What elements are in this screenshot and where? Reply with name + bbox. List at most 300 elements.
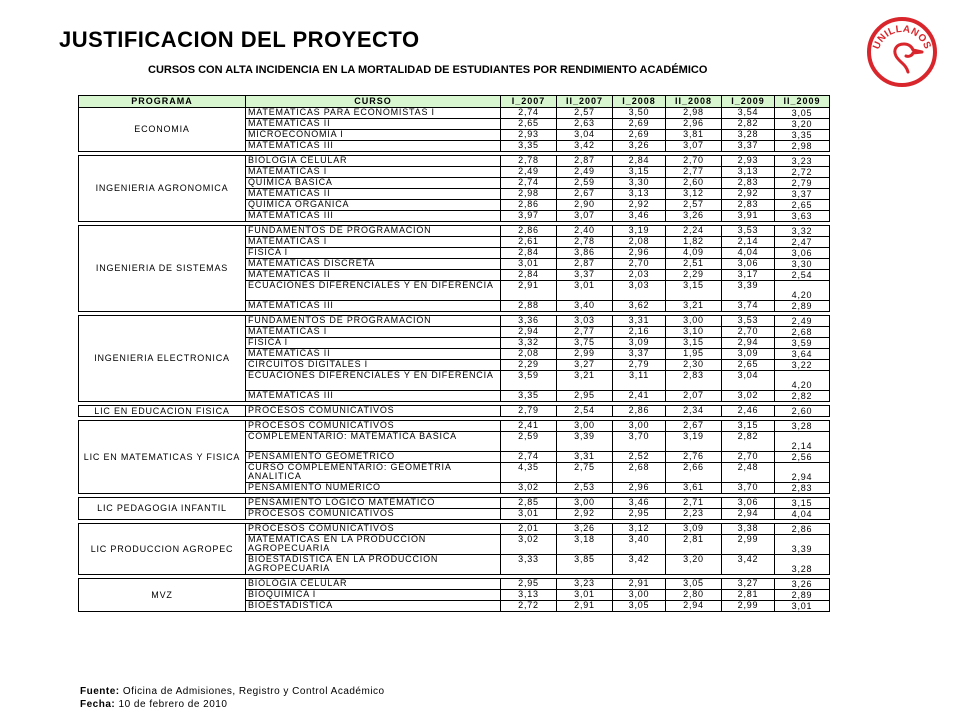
grade-cell: 2,51 (666, 259, 722, 270)
grade-cell: 3,10 (666, 327, 722, 338)
grade-cell: 2,77 (557, 327, 613, 338)
grade-cell: 2,86 (613, 406, 666, 417)
grade-cell: 2,67 (666, 421, 722, 432)
course-name: PROCESOS COMUNICATIVOS (246, 524, 501, 535)
grade-cell: 3,20 (775, 119, 830, 130)
footer-source-text: Oficina de Admisiones, Registro y Control Académico (122, 686, 385, 697)
grade-cell: 2,92 (613, 200, 666, 211)
grade-cell: 2,74 (501, 178, 557, 189)
grade-cell: 2,03 (613, 270, 666, 281)
grade-cell: 3,15 (666, 338, 722, 349)
footer-date-text: 10 de febrero de 2010 (118, 699, 228, 710)
grade-cell: 2,81 (666, 535, 722, 555)
grade-cell: 2,88 (501, 301, 557, 312)
grade-cell: 3,02 (501, 535, 557, 555)
program-name: INGENIERIA ELECTRONICA (79, 316, 246, 402)
grade-cell: 2,93 (501, 130, 557, 141)
grade-cell: 2,89 (775, 590, 830, 601)
course-name: QUIMICA BASICA (246, 178, 501, 189)
grade-cell: 3,13 (613, 189, 666, 200)
footer-date-label: Fecha: (80, 699, 116, 710)
grade-cell: 3,26 (557, 524, 613, 535)
course-name: PENSAMIENTO NUMERICO (246, 483, 501, 494)
grade-cell: 2,34 (666, 406, 722, 417)
course-name: MATEMATICAS EN LA PRODUCCION AGROPECUARIA (246, 535, 501, 555)
program-name: LIC PEDAGOGIA INFANTIL (79, 498, 246, 520)
course-name: MATEMATICAS II (246, 349, 501, 360)
course-name: MATEMATICAS III (246, 301, 501, 312)
grade-cell: 3,15 (666, 281, 722, 301)
grade-cell: 3,01 (775, 601, 830, 612)
grade-cell: 3,15 (775, 498, 830, 509)
page-title: JUSTIFICACION DEL PROYECTO (59, 27, 420, 52)
grade-cell: 2,08 (501, 349, 557, 360)
grade-cell: 2,96 (666, 119, 722, 130)
grade-cell: 3,40 (557, 301, 613, 312)
grade-cell: 2,08 (613, 237, 666, 248)
grade-cell: 2,69 (613, 130, 666, 141)
grade-cell: 3,12 (666, 189, 722, 200)
grade-cell: 3,19 (666, 432, 722, 452)
grade-cell: 2,07 (666, 391, 722, 402)
grade-cell: 2,91 (557, 601, 613, 612)
course-name: ECUACIONES DIFERENCIALES Y EN DIFERENCIA (246, 371, 501, 391)
grade-cell: 3,75 (557, 338, 613, 349)
program-name: LIC EN MATEMATICAS Y FISICA (79, 421, 246, 494)
grade-cell: 2,82 (775, 391, 830, 402)
grade-cell: 3,09 (722, 349, 775, 360)
grade-cell: 2,95 (501, 579, 557, 590)
table-row (79, 524, 830, 535)
grade-cell: 3,13 (722, 167, 775, 178)
grade-cell: 2,14 (722, 237, 775, 248)
grade-cell: 2,94 (775, 463, 830, 483)
grade-cell: 3,50 (613, 108, 666, 119)
grade-cell: 3,26 (775, 579, 830, 590)
grade-cell: 3,70 (722, 483, 775, 494)
grade-cell: 2,85 (501, 498, 557, 509)
grade-cell: 3,05 (613, 601, 666, 612)
grade-cell: 3,33 (501, 555, 557, 575)
grade-cell: 2,90 (557, 200, 613, 211)
grade-cell: 3,02 (501, 483, 557, 494)
grade-cell: 2,92 (722, 189, 775, 200)
grade-cell: 2,92 (557, 509, 613, 520)
grade-cell: 3,70 (613, 432, 666, 452)
grade-cell: 2,53 (557, 483, 613, 494)
program-name: MVZ (79, 579, 246, 612)
grade-cell: 2,30 (666, 360, 722, 371)
grade-cell: 3,40 (613, 535, 666, 555)
grade-cell: 3,09 (613, 338, 666, 349)
grade-cell: 2,82 (722, 119, 775, 130)
grade-cell: 2,68 (775, 327, 830, 338)
grade-cell: 3,01 (501, 509, 557, 520)
grade-cell: 3,53 (722, 226, 775, 237)
grade-cell: 3,26 (666, 211, 722, 222)
grade-cell: 3,74 (722, 301, 775, 312)
grade-cell: 2,60 (666, 178, 722, 189)
grade-cell: 3,39 (775, 535, 830, 555)
grade-cell: 3,20 (666, 555, 722, 575)
grade-cell: 3,39 (557, 432, 613, 452)
grade-cell: 2,61 (501, 237, 557, 248)
grade-cell: 3,18 (557, 535, 613, 555)
grade-cell: 2,80 (666, 590, 722, 601)
grade-cell: 3,35 (501, 391, 557, 402)
course-name: BIOLOGIA CELULAR (246, 156, 501, 167)
page-subtitle: CURSOS CON ALTA INCIDENCIA EN LA MORTALIDAD DE ESTUDIANTES POR RENDIMIENTO ACADÉMICO (148, 64, 708, 76)
grade-cell: 2,75 (557, 463, 613, 483)
grade-cell: 2,63 (557, 119, 613, 130)
grade-cell: 2,78 (557, 237, 613, 248)
grade-cell: 3,59 (501, 371, 557, 391)
footer-source-label: Fuente: (80, 686, 120, 697)
grade-cell: 3,04 (557, 130, 613, 141)
footer-source (80, 686, 385, 697)
course-name: FUNDAMENTOS DE PROGRAMACION (246, 226, 501, 237)
course-name: MATEMATICAS DISCRETA (246, 259, 501, 270)
grade-cell: 2,99 (722, 601, 775, 612)
grade-cell: 3,85 (557, 555, 613, 575)
course-name: MATEMATICAS II (246, 189, 501, 200)
grade-cell: 3,61 (666, 483, 722, 494)
grade-cell: 2,98 (501, 189, 557, 200)
grade-cell: 3,00 (613, 421, 666, 432)
grade-cell: 2,82 (722, 432, 775, 452)
grade-cell: 4,09 (666, 248, 722, 259)
grade-cell: 3,35 (501, 141, 557, 152)
course-name: MICROECONOMIA I (246, 130, 501, 141)
grade-cell: 2,79 (501, 406, 557, 417)
grade-cell: 3,00 (666, 316, 722, 327)
grade-cell: 2,40 (557, 226, 613, 237)
grade-cell: 2,99 (722, 535, 775, 555)
grade-cell: 3,17 (722, 270, 775, 281)
grade-cell: 2,96 (613, 248, 666, 259)
grade-cell: 2,70 (722, 327, 775, 338)
grade-cell: 2,29 (501, 360, 557, 371)
grade-cell: 3,32 (501, 338, 557, 349)
grade-cell: 2,16 (613, 327, 666, 338)
grade-cell: 3,00 (557, 498, 613, 509)
grade-cell: 2,24 (666, 226, 722, 237)
grade-cell: 2,41 (613, 391, 666, 402)
grade-cell: 3,15 (722, 421, 775, 432)
grade-cell: 3,01 (557, 281, 613, 301)
grade-cell: 4,04 (775, 509, 830, 520)
grade-cell: 2,70 (666, 156, 722, 167)
header-programa: PROGRAMA (79, 96, 246, 108)
grade-cell: 2,59 (501, 432, 557, 452)
grade-cell: 2,78 (501, 156, 557, 167)
grade-cell: 2,76 (666, 452, 722, 463)
grade-cell: 2,57 (666, 200, 722, 211)
program-name: ECONOMIA (79, 108, 246, 152)
table-row (79, 421, 830, 432)
grade-cell: 2,71 (666, 498, 722, 509)
grade-cell: 3,81 (666, 130, 722, 141)
grade-cell: 2,14 (775, 432, 830, 452)
grade-cell: 3,63 (775, 211, 830, 222)
grade-cell: 3,42 (722, 555, 775, 575)
course-name: MATEMATICAS III (246, 211, 501, 222)
grade-cell: 2,74 (501, 108, 557, 119)
grade-cell: 4,20 (775, 371, 830, 391)
grade-cell: 1,95 (666, 349, 722, 360)
grade-cell: 2,79 (613, 360, 666, 371)
course-name: CIRCUITOS DIGITALES I (246, 360, 501, 371)
course-name: MATEMATICAS I (246, 167, 501, 178)
grade-cell: 3,97 (501, 211, 557, 222)
grade-cell: 3,26 (613, 141, 666, 152)
grade-cell: 3,28 (775, 555, 830, 575)
grade-cell: 3,54 (722, 108, 775, 119)
grade-cell: 3,01 (501, 259, 557, 270)
table-row (79, 108, 830, 119)
grade-cell: 2,94 (722, 338, 775, 349)
grade-cell: 4,04 (722, 248, 775, 259)
grade-cell: 2,83 (722, 178, 775, 189)
logo-text: UNILLANOS (871, 23, 933, 52)
grade-cell: 2,66 (666, 463, 722, 483)
grade-cell: 2,84 (613, 156, 666, 167)
grade-cell: 2,65 (775, 200, 830, 211)
grade-cell: 2,96 (613, 483, 666, 494)
grade-cell: 2,54 (775, 270, 830, 281)
grade-cell: 3,64 (775, 349, 830, 360)
course-name: FISICA I (246, 338, 501, 349)
grade-cell: 3,15 (613, 167, 666, 178)
header-ii-2008: II_2008 (666, 96, 722, 108)
grade-cell: 2,01 (501, 524, 557, 535)
grade-cell: 3,37 (722, 141, 775, 152)
grade-cell: 3,46 (613, 498, 666, 509)
mortality-table (78, 95, 830, 612)
grade-cell: 2,23 (666, 509, 722, 520)
header-ii-2007: II_2007 (557, 96, 613, 108)
table-row (79, 579, 830, 590)
grade-cell: 3,22 (775, 360, 830, 371)
grade-cell: 3,06 (775, 248, 830, 259)
grade-cell: 2,70 (613, 259, 666, 270)
grade-cell: 2,67 (557, 189, 613, 200)
program-name: LIC EN EDUCACION FISICA (79, 406, 246, 417)
course-name: BIOESTADISTICA EN LA PRODUCCION AGROPECUARIA (246, 555, 501, 575)
header-i-2009: I_2009 (722, 96, 775, 108)
grade-cell: 3,03 (613, 281, 666, 301)
grade-cell: 3,27 (722, 579, 775, 590)
grade-cell: 3,12 (613, 524, 666, 535)
course-name: PROCESOS COMUNICATIVOS (246, 421, 501, 432)
program-name: INGENIERIA DE SISTEMAS (79, 226, 246, 312)
grade-cell: 2,86 (501, 226, 557, 237)
grade-cell: 2,89 (775, 301, 830, 312)
program-name: INGENIERIA AGRONOMICA (79, 156, 246, 222)
grade-cell: 3,21 (557, 371, 613, 391)
grade-cell: 2,81 (722, 590, 775, 601)
grade-cell: 3,59 (775, 338, 830, 349)
grade-cell: 3,05 (775, 108, 830, 119)
grade-cell: 3,31 (557, 452, 613, 463)
grade-cell: 3,86 (557, 248, 613, 259)
table-row (79, 226, 830, 237)
grade-cell: 2,91 (501, 281, 557, 301)
grade-cell: 3,62 (613, 301, 666, 312)
grade-cell: 2,83 (775, 483, 830, 494)
table-header-row (79, 96, 830, 108)
grade-cell: 3,42 (613, 555, 666, 575)
grade-cell: 2,77 (666, 167, 722, 178)
grade-cell: 3,30 (775, 259, 830, 270)
grade-cell: 2,49 (557, 167, 613, 178)
grade-cell: 3,37 (557, 270, 613, 281)
grade-cell: 3,06 (722, 259, 775, 270)
grade-cell: 3,11 (613, 371, 666, 391)
course-name: PROCESOS COMUNICATIVOS (246, 509, 501, 520)
course-name: PROCESOS COMUNICATIVOS (246, 406, 501, 417)
grade-cell: 3,06 (722, 498, 775, 509)
grade-cell: 2,41 (501, 421, 557, 432)
course-name: MATEMATICAS II (246, 119, 501, 130)
grade-cell: 4,20 (775, 281, 830, 301)
grade-cell: 2,54 (557, 406, 613, 417)
grade-cell: 2,86 (775, 524, 830, 535)
grade-cell: 2,69 (613, 119, 666, 130)
grade-cell: 3,36 (501, 316, 557, 327)
grade-cell: 2,47 (775, 237, 830, 248)
grade-cell: 3,07 (557, 211, 613, 222)
grade-cell: 2,83 (666, 371, 722, 391)
course-name: MATEMATICAS II (246, 270, 501, 281)
grade-cell: 3,91 (722, 211, 775, 222)
grade-cell: 2,72 (501, 601, 557, 612)
course-name: MATEMATICAS PARA ECONOMISTAS I (246, 108, 501, 119)
grade-cell: 3,39 (722, 281, 775, 301)
grade-cell: 2,94 (501, 327, 557, 338)
header-i-2007: I_2007 (501, 96, 557, 108)
grade-cell: 3,13 (501, 590, 557, 601)
grade-cell: 2,84 (501, 270, 557, 281)
grade-cell: 2,68 (613, 463, 666, 483)
grade-cell: 2,87 (557, 259, 613, 270)
course-name: QUIMICA ORGANICA (246, 200, 501, 211)
course-name: CURSO COMPLEMENTARIO: GEOMETRIA ANALITICA (246, 463, 501, 483)
grade-cell: 3,38 (722, 524, 775, 535)
program-name: LIC PRODUCCION AGROPEC (79, 524, 246, 575)
course-name: BIOLOGIA CELULAR (246, 579, 501, 590)
grade-cell: 3,37 (613, 349, 666, 360)
course-name: BIOESTADISTICA (246, 601, 501, 612)
grade-cell: 3,09 (666, 524, 722, 535)
grade-cell: 3,31 (613, 316, 666, 327)
grade-cell: 2,94 (666, 601, 722, 612)
table-row (79, 316, 830, 327)
grade-cell: 3,27 (557, 360, 613, 371)
course-name: ECUACIONES DIFERENCIALES Y EN DIFERENCIA (246, 281, 501, 301)
grade-cell: 1,82 (666, 237, 722, 248)
grade-cell: 3,19 (613, 226, 666, 237)
grade-cell: 2,94 (722, 509, 775, 520)
grade-cell: 2,60 (775, 406, 830, 417)
grade-cell: 3,46 (613, 211, 666, 222)
footer-date (80, 699, 227, 710)
header-curso: CURSO (246, 96, 501, 108)
grade-cell: 3,28 (722, 130, 775, 141)
grade-cell: 3,00 (613, 590, 666, 601)
grade-cell: 3,21 (666, 301, 722, 312)
grade-cell: 2,46 (722, 406, 775, 417)
grade-cell: 3,30 (613, 178, 666, 189)
grade-cell: 2,52 (613, 452, 666, 463)
grade-cell: 2,79 (775, 178, 830, 189)
grade-cell: 3,01 (557, 590, 613, 601)
grade-cell: 3,03 (557, 316, 613, 327)
grade-cell: 3,42 (557, 141, 613, 152)
grade-cell: 2,95 (613, 509, 666, 520)
grade-cell: 2,57 (557, 108, 613, 119)
course-name: COMPLEMENTARIO: MATEMATICA BASICA (246, 432, 501, 452)
grade-cell: 3,23 (775, 156, 830, 167)
grade-cell: 2,49 (501, 167, 557, 178)
grade-cell: 2,48 (722, 463, 775, 483)
grade-cell: 2,98 (666, 108, 722, 119)
course-name: MATEMATICAS I (246, 237, 501, 248)
grade-cell: 2,65 (722, 360, 775, 371)
grade-cell: 2,91 (613, 579, 666, 590)
course-name: BIOQUIMICA I (246, 590, 501, 601)
course-name: MATEMATICAS III (246, 141, 501, 152)
grade-cell: 2,95 (557, 391, 613, 402)
grade-cell: 2,59 (557, 178, 613, 189)
course-name: FUNDAMENTOS DE PROGRAMACION (246, 316, 501, 327)
header-i-2008: I_2008 (613, 96, 666, 108)
table-row (79, 156, 830, 167)
grade-cell: 2,65 (501, 119, 557, 130)
course-name: MATEMATICAS III (246, 391, 501, 402)
grade-cell: 2,93 (722, 156, 775, 167)
grade-cell: 2,98 (775, 141, 830, 152)
grade-cell: 3,23 (557, 579, 613, 590)
grade-cell: 3,05 (666, 579, 722, 590)
grade-cell: 3,32 (775, 226, 830, 237)
grade-cell: 2,70 (722, 452, 775, 463)
grade-cell: 3,00 (557, 421, 613, 432)
course-name: FISICA I (246, 248, 501, 259)
grade-cell: 2,86 (501, 200, 557, 211)
table-row (79, 498, 830, 509)
course-name: MATEMATICAS I (246, 327, 501, 338)
grade-cell: 2,72 (775, 167, 830, 178)
grade-cell: 2,29 (666, 270, 722, 281)
grade-cell: 2,83 (722, 200, 775, 211)
grade-cell: 2,49 (775, 316, 830, 327)
grade-cell: 3,04 (722, 371, 775, 391)
grade-cell: 4,35 (501, 463, 557, 483)
grade-cell: 3,53 (722, 316, 775, 327)
course-name: PENSAMIENTO LOGICO MATEMATICO (246, 498, 501, 509)
grade-cell: 3,28 (775, 421, 830, 432)
grade-cell: 2,87 (557, 156, 613, 167)
table-row (79, 406, 830, 417)
grade-cell: 2,56 (775, 452, 830, 463)
header-ii-2009: II_2009 (775, 96, 830, 108)
grade-cell: 3,07 (666, 141, 722, 152)
grade-cell: 2,99 (557, 349, 613, 360)
university-seal-icon (866, 16, 938, 88)
course-name: PENSAMIENTO GEOMETRICO (246, 452, 501, 463)
grade-cell: 2,84 (501, 248, 557, 259)
